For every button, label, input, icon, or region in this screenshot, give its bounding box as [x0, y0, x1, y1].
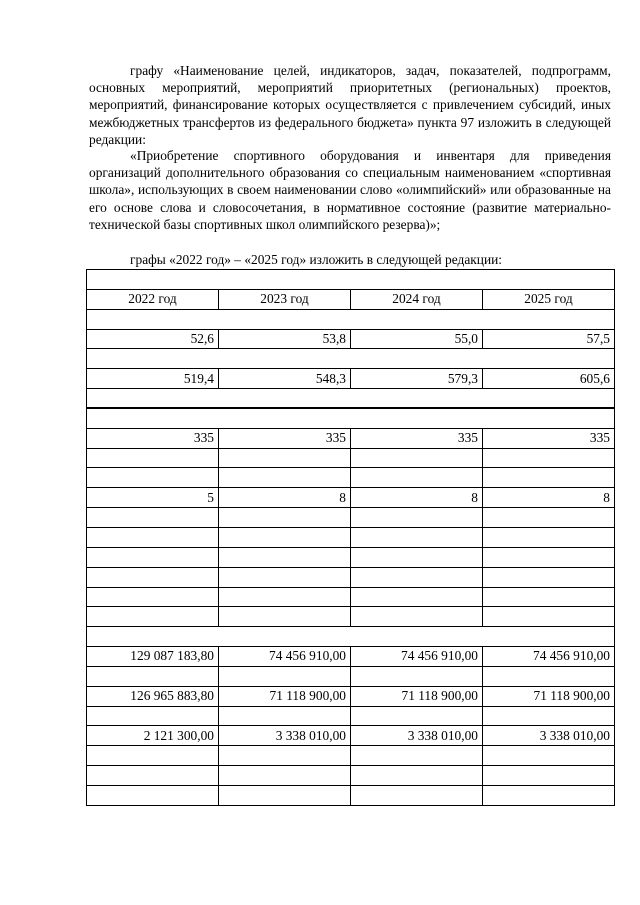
financing-table — [86, 269, 615, 806]
table-cell-merged — [87, 349, 615, 369]
table-cell — [87, 587, 219, 607]
table-cell — [483, 508, 615, 528]
table-cell — [87, 666, 219, 686]
table-cell — [483, 567, 615, 587]
table-cell — [219, 785, 351, 805]
table-cell — [219, 527, 351, 547]
table-row — [87, 329, 615, 349]
table-cell — [351, 785, 483, 805]
table-cell — [87, 766, 219, 786]
table-cell: 71 118 900,00 — [483, 686, 615, 706]
table-row — [87, 488, 615, 508]
table-cell: 605,6 — [483, 369, 615, 389]
table-cell — [351, 766, 483, 786]
table-cell — [87, 527, 219, 547]
table-cell — [351, 666, 483, 686]
table-cell — [87, 746, 219, 766]
table-cell — [219, 508, 351, 528]
table-row — [87, 309, 615, 329]
table-cell-merged — [87, 309, 615, 329]
table-cell — [87, 706, 219, 726]
table-cell: 57,5 — [483, 329, 615, 349]
table-cell — [483, 547, 615, 567]
table-cell: 335 — [87, 428, 219, 448]
table-cell: 74 456 910,00 — [351, 647, 483, 667]
table-cell: 5 — [87, 488, 219, 508]
table-cell — [351, 607, 483, 627]
table-cell — [483, 785, 615, 805]
table-cell — [483, 706, 615, 726]
table-row — [87, 389, 615, 409]
table-cell — [219, 468, 351, 488]
table-row — [87, 289, 615, 309]
table-cell — [87, 468, 219, 488]
table-row — [87, 607, 615, 627]
paragraph-years-instruction: графы «2022 год» – «2025 год» изложить в следующей редакции: — [130, 252, 503, 267]
table-cell — [351, 448, 483, 468]
table-row — [87, 666, 615, 686]
table-cell-merged — [87, 627, 615, 647]
table-cell: 3 338 010,00 — [351, 726, 483, 746]
table-cell — [219, 766, 351, 786]
table-row — [87, 508, 615, 528]
table-row — [87, 627, 615, 647]
table-cell: 579,3 — [351, 369, 483, 389]
table-header-cell: 2025 год — [483, 289, 615, 309]
table-cell — [483, 468, 615, 488]
table-row — [87, 349, 615, 369]
table-cell: 126 965 883,80 — [87, 686, 219, 706]
table-header-cell: 2022 год — [87, 289, 219, 309]
table-cell-merged — [87, 270, 615, 290]
table-row — [87, 270, 615, 290]
table-cell-merged — [87, 408, 615, 428]
table-cell: 548,3 — [219, 369, 351, 389]
table-cell: 335 — [351, 428, 483, 448]
table-cell — [483, 666, 615, 686]
table-row — [87, 547, 615, 567]
table-row — [87, 428, 615, 448]
table-cell: 71 118 900,00 — [219, 686, 351, 706]
table-cell — [87, 448, 219, 468]
table-cell — [351, 527, 483, 547]
table-row — [87, 785, 615, 805]
table-cell — [87, 547, 219, 567]
table-row — [87, 647, 615, 667]
table-cell — [219, 666, 351, 686]
table-cell — [351, 706, 483, 726]
table-row — [87, 686, 615, 706]
table-cell — [483, 746, 615, 766]
table-cell-merged — [87, 389, 615, 409]
paragraph-new-text: «Приобретение спортивного оборудования и инвентаря для приведения организаций дополнительного образования со специальным наименованием «спортивная школа», использующих в своем наименовании слово «олимпийский» или образованные на его основе слова и словосочетания, в нормативное состояние (развитие материально-технической базы спортивных школ олимпийского резерва)»; — [89, 148, 611, 232]
table-row — [87, 587, 615, 607]
table-cell: 53,8 — [219, 329, 351, 349]
table-row — [87, 448, 615, 468]
table-cell — [219, 567, 351, 587]
table-cell: 3 338 010,00 — [219, 726, 351, 746]
table-row — [87, 726, 615, 746]
table-cell: 2 121 300,00 — [87, 726, 219, 746]
table-cell — [483, 766, 615, 786]
table-cell — [483, 587, 615, 607]
table-cell: 74 456 910,00 — [219, 647, 351, 667]
table-row — [87, 369, 615, 389]
table-row — [87, 706, 615, 726]
table-cell — [351, 746, 483, 766]
table-row — [87, 567, 615, 587]
table-row — [87, 766, 615, 786]
table-cell — [219, 706, 351, 726]
table-cell — [483, 448, 615, 468]
table-cell: 335 — [483, 428, 615, 448]
table-cell — [219, 746, 351, 766]
table-cell: 3 338 010,00 — [483, 726, 615, 746]
paragraph-columns-instruction: графу «Наименование целей, индикаторов, задач, показателей, подпрограмм, основных мероприятий, мероприятий приоритетных (региональных) проектов, мероприятий, финансирование которых осуществляется с привлечением субсидий, иных межбюджетных трансфертов из федерального бюджета» пункта 97 изложить в следующей редакции: — [89, 63, 611, 147]
table-cell — [219, 607, 351, 627]
table-cell — [483, 527, 615, 547]
table-cell — [351, 508, 483, 528]
table-cell: 52,6 — [87, 329, 219, 349]
table-cell: 519,4 — [87, 369, 219, 389]
table-cell: 74 456 910,00 — [483, 647, 615, 667]
table-cell — [87, 508, 219, 528]
table-header-cell: 2024 год — [351, 289, 483, 309]
table-cell — [351, 547, 483, 567]
table-cell — [351, 587, 483, 607]
table-cell — [219, 448, 351, 468]
table-cell — [219, 547, 351, 567]
table-cell — [87, 567, 219, 587]
table-cell — [219, 587, 351, 607]
table-cell: 8 — [351, 488, 483, 508]
table-row — [87, 746, 615, 766]
table-row — [87, 408, 615, 428]
table-cell: 129 087 183,80 — [87, 647, 219, 667]
table-cell: 55,0 — [351, 329, 483, 349]
table-cell: 8 — [219, 488, 351, 508]
table-cell: 71 118 900,00 — [351, 686, 483, 706]
table-cell: 335 — [219, 428, 351, 448]
table-cell — [87, 785, 219, 805]
table-row — [87, 468, 615, 488]
table-cell — [87, 607, 219, 627]
table-row — [87, 527, 615, 547]
table-header-cell: 2023 год — [219, 289, 351, 309]
table-cell: 8 — [483, 488, 615, 508]
table-cell — [351, 567, 483, 587]
table-cell — [483, 607, 615, 627]
table-cell — [351, 468, 483, 488]
